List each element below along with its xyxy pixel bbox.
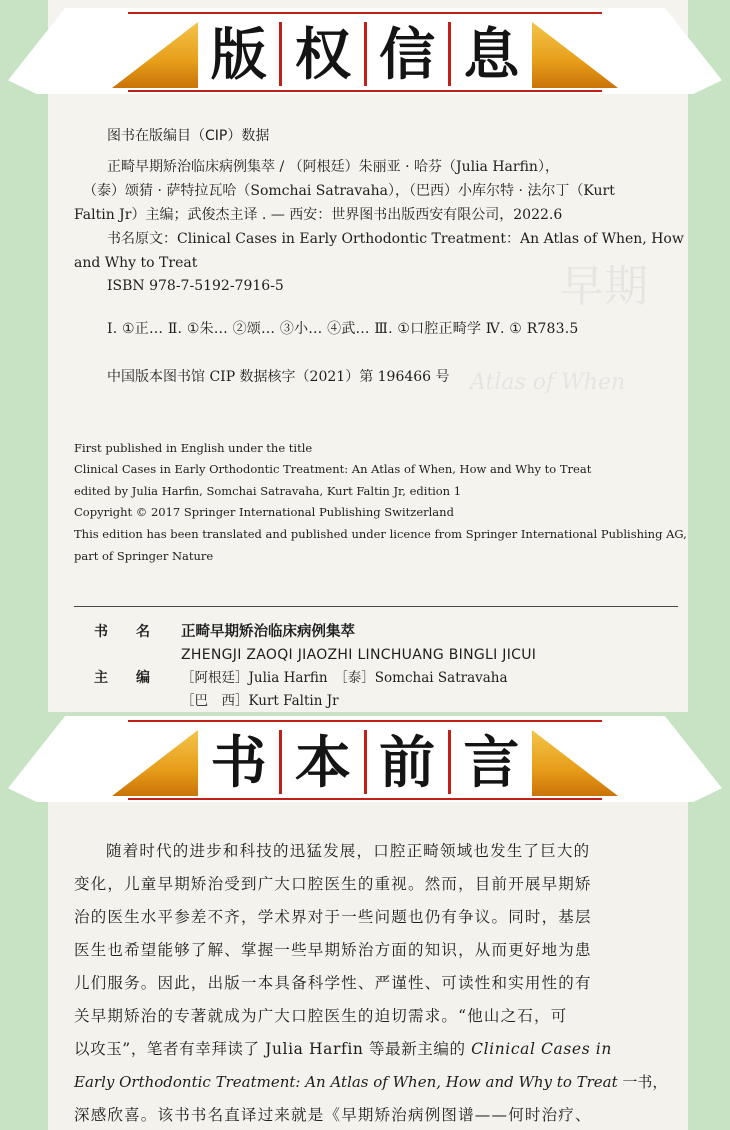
english-line: First published in English under the title <box>74 441 313 455</box>
preface-line <box>74 1067 667 1097</box>
preface-line: 随着时代的进步和科技的迅猛发展，口腔正畸领域也发生了巨大的 <box>106 842 591 860</box>
english-line: Copyright © 2017 Springer International Publishing Switzerland <box>74 505 454 519</box>
preface-text: 一书， <box>617 1073 668 1091</box>
cip-line: （泰）颂猜 · 萨特拉瓦哈（Somchai Satravaha），（巴西）小库尔特 · 法尔丁（Kurt <box>83 183 615 199</box>
cip-line: Faltin Jr）主编；武俊杰主译 . — 西安：世界图书出版西安有限公司，2022.6 <box>74 207 563 223</box>
preface-text: 以攻玉”，笔者有幸拜读了 Julia Harfin 等最新主编的 <box>74 1040 472 1058</box>
cip-heading: 图书在版编目（CIP）数据 <box>107 128 270 144</box>
cip-line: and Why to Treat <box>74 255 198 271</box>
banner-title <box>198 728 532 796</box>
preface-line: 治的医生水平参差不齐，学术界对于一些问题也仍有争议。同时，基层 <box>74 908 592 926</box>
english-line: Clinical Cases in Early Orthodontic Treatment: An Atlas of When, How and Why to Treat <box>74 462 592 476</box>
book-title-pinyin: ZHENGJI ZAOQI JIAOZHI LINCHUANG BINGLI JICUI <box>181 647 537 663</box>
cip-line: 正畸早期矫治临床病例集萃 / （阿根廷）朱丽亚 · 哈芬（Julia Harfin）， <box>107 159 559 175</box>
preface-line: 医生也希望能够了解、掌握一些早期矫治方面的知识，从而更好地为患 <box>74 941 592 959</box>
editor-line: ［阿根廷］Julia Harfin ［泰］Somchai Satravaha <box>181 670 508 686</box>
editor-line: ［巴 西］Kurt Faltin Jr <box>181 693 339 709</box>
cip-classification: Ⅰ. ①正… Ⅱ. ①朱… ②颂… ③小… ④武… Ⅲ. ①口腔正畸学 Ⅳ. ① R783.5 <box>107 321 579 337</box>
banner-char: 权 <box>282 22 366 86</box>
banner-char: 信 <box>367 22 451 86</box>
english-line: edited by Julia Harfin, Somchai Satravaha, Kurt Faltin Jr, edition 1 <box>74 484 462 498</box>
isbn: ISBN 978-7-5192-7916-5 <box>107 278 284 294</box>
copyright-info-banner <box>0 0 730 110</box>
book-title-cn: 正畸早期矫治临床病例集萃 <box>181 624 355 640</box>
editor-label: 主 编 <box>94 670 150 686</box>
banner-char: 息 <box>463 23 520 88</box>
show-through-text: Atlas of When <box>470 370 626 395</box>
divider <box>74 606 678 607</box>
preface-italic-title: Clinical Cases in <box>471 1040 612 1058</box>
preface-line <box>74 1034 612 1064</box>
preface-banner <box>0 708 730 818</box>
title-label: 书 名 <box>94 624 150 640</box>
english-line: part of Springer Nature <box>74 549 214 563</box>
banner-char: 书 <box>198 730 282 794</box>
banner-char: 言 <box>463 731 520 796</box>
banner-char: 本 <box>282 730 366 794</box>
preface-line: 关早期矫治的专著就成为广大口腔医生的迫切需求。“他山之石，可 <box>74 1007 568 1025</box>
banner-char: 版 <box>198 22 282 86</box>
preface-line: 儿们服务。因此，出版一本具备科学性、严谨性、可读性和实用性的有 <box>74 974 592 992</box>
banner-title <box>198 20 532 88</box>
preface-italic-title: Early Orthodontic Treatment: An Atlas of When, How and Why to Treat <box>74 1073 618 1091</box>
preface-line: 深感欣喜。该书书名直译过来就是《早期矫治病例图谱——何时治疗、 <box>74 1106 592 1124</box>
cip-verification: 中国版本图书馆 CIP 数据核字（2021）第 196466 号 <box>107 369 450 385</box>
cip-line: 书名原文：Clinical Cases in Early Orthodontic Treatment：An Atlas of When, How <box>107 231 684 247</box>
english-line: This edition has been translated and published under licence from Springer International Publishing AG, <box>74 527 687 541</box>
preface-line: 变化，儿童早期矫治受到广大口腔医生的重视。然而，目前开展早期矫 <box>74 875 592 893</box>
show-through-text: 早期 <box>560 261 648 312</box>
banner-char: 前 <box>367 730 451 794</box>
